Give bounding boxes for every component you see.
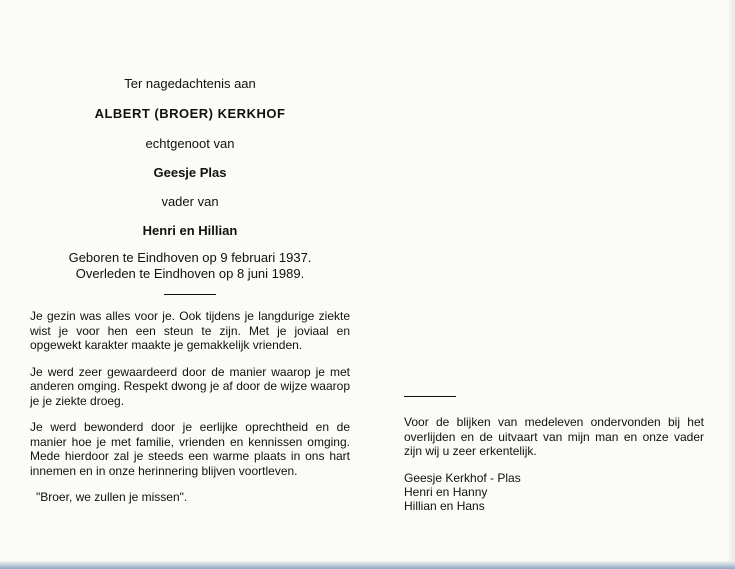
spouse-label: echtgenoot van: [145, 136, 235, 151]
spouse-name: Geesje Plas: [153, 165, 227, 180]
signer-line: Hillian en Hans: [404, 498, 485, 513]
deceased-name: ALBERT (BROER) KERKHOF: [94, 106, 286, 121]
children-names: Henri en Hillian: [142, 223, 238, 238]
divider: [404, 396, 456, 397]
tribute-paragraph: Je werd bewonderd door je eerlijke oprechtheid en de manier hoe je met familie, vrienden en kennissen omging. Mede hierdoor zal je steeds een warme plaats in ons hart innemen en in onze herinnering blijven voortleven.: [30, 420, 350, 478]
intro-line: Ter nagedachtenis aan: [124, 76, 256, 91]
card-edge: [0, 561, 735, 569]
card-edge: [729, 0, 735, 569]
divider: [164, 294, 216, 295]
thanks-panel: [404, 396, 704, 513]
tribute-paragraph: Je gezin was alles voor je. Ook tijdens je langdurige ziekte wist je voor hen een steun te zijn. Met je joviaal en opgewekt karakter maakte je gemakkelijk vrienden.: [30, 309, 350, 352]
tribute-quote: "Broer, we zullen je missen".: [36, 490, 188, 504]
memorial-left-panel: [30, 76, 350, 505]
signer-line: Geesje Kerkhof - Plas: [404, 470, 521, 485]
tribute-paragraph: Je werd zeer gewaardeerd door de manier waarop je met anderen omging. Respekt dwong je af door de wijze waarop je je ziekte droeg.: [30, 364, 350, 408]
thanks-text: Voor de blijken van medeleven ondervonden bij het overlijden en de uitvaart van mijn man en onze vader zijn wij u zeer erkentelijk.: [404, 415, 704, 458]
father-label: vader van: [161, 194, 219, 209]
death-line: Overleden te Eindhoven op 8 juni 1989.: [75, 266, 305, 281]
birth-line: Geboren te Eindhoven op 9 februari 1937.: [68, 250, 312, 265]
signer-line: Henri en Hanny: [404, 484, 488, 499]
